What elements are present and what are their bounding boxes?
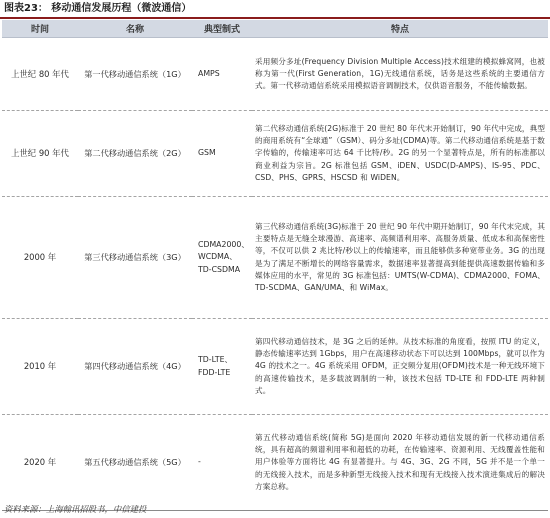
cell-features: 第四代移动通信技术，是 3G 之后的延伸。从技术标准的角度看，按照 ITU 的定义，静态传输速率达到 1Gbps，用户在高速移动状态下可以达到 100Mbps，就可以作为 4G 的技术之一。4G 系统采用 OFDM，正交频分复用(OFDM)技术是一种无线环境下的高速传输技术，是多载波调制的一种，该技术包括 TD-LTE 和 FDD-LTE 两种制式。 (252, 319, 548, 415)
cell-standards: TD-LTE、FDD-LTE (192, 319, 252, 415)
source-note: 资料来源：上海翰讯招股书，中信建投 (4, 504, 147, 514)
table-row-1g (2, 38, 548, 111)
cell-features: 第五代移动通信系统(简称 5G)是面向 2020 年移动通信发展的新一代移动通信系统，具有超高的频谱利用率和超低的功耗，在传输速率、资源利用、无线覆盖性能和用户体验等方面将比 4G 有显著提升。与 4G、3G、2G 不同，5G 并不是一个单一的无线接入技术，而是多种新型无线接入技术和现有无线接入技术演进集成后的解决方案总称。 (252, 415, 548, 511)
cell-features: 第二代移动通信系统(2G)标准于 20 世纪 80 年代末开始制订，90 年代中完成，典型的商用系统有“全球通”（GSM）、码分多址(CDMA)等。第二代移动通信系统是基于数字传输的，传输速率可达 64 千比特/秒。2G 的另一个显著特点是，所有的标准都以商业利益为宗旨。2G 标准包括 GSM、iDEN、USDC(D-AMPS)、IS-95、PDC、CSD、PHS、GPRS、HSCSD 和 WiDEN。 (252, 111, 548, 197)
table-header-row (2, 20, 548, 38)
header-standards: 典型制式 (192, 20, 252, 38)
mobile-generations-table (2, 20, 548, 511)
cell-era: 2020 年 (2, 415, 78, 511)
cell-standards: AMPS (192, 38, 252, 111)
cell-era: 上世纪 80 年代 (2, 38, 78, 111)
table-row-3g (2, 197, 548, 319)
cell-name: 第二代移动通信系统（2G） (78, 111, 192, 197)
cell-standards: GSM (192, 111, 252, 197)
table-row-5g (2, 415, 548, 511)
cell-name: 第一代移动通信系统（1G） (78, 38, 192, 111)
cell-era: 上世纪 90 年代 (2, 111, 78, 197)
header-features: 特点 (252, 20, 548, 38)
cell-standards: - (192, 415, 252, 511)
table-row-2g (2, 111, 548, 197)
cell-standards: CDMA2000、WCDMA、TD-CSDMA (192, 197, 252, 319)
cell-name: 第三代移动通信系统（3G） (78, 197, 192, 319)
cell-name: 第五代移动通信系统（5G） (78, 415, 192, 511)
header-name: 名称 (78, 20, 192, 38)
table-row-4g (2, 319, 548, 415)
cell-era: 2010 年 (2, 319, 78, 415)
cell-features: 第三代移动通信系统(3G)标准于 20 世纪 90 年代中期开始制订，90 年代末完成，其主要特点是无缝全球漫游、高速率、高频谱利用率、高服务质量、低成本和高保密性等，不仅可以供 2 兆比特/秒以上的传输速率，而且能够供多种宽带业务。3G 的出现是为了满足不断增长的网络容量需求，数据速率显著提高到能提供高速数据传输和多媒体应用的水平，常见的 3G 标准包括：UMTS(W-CDMA)、CDMA2000、FOMA、TD-SCDMA、GAN/UMA、和 WiMax。 (252, 197, 548, 319)
cell-era: 2000 年 (2, 197, 78, 319)
title-divider (0, 17, 550, 19)
figure-title: 图表23： 移动通信发展历程（微波通信） (4, 3, 192, 14)
cell-name: 第四代移动通信系统（4G） (78, 319, 192, 415)
cell-features: 采用频分多址(Frequency Division Multiple Access)技术组建的模拟蜂窝网，也被称为第一代(First Generation，1G)无线通信系统，话务是这些系统的主要通信方式。第一代移动通信系统采用模拟语音调制技术，仅供语音服务，不能传输数据。 (252, 38, 548, 111)
header-era: 时间 (2, 20, 78, 38)
